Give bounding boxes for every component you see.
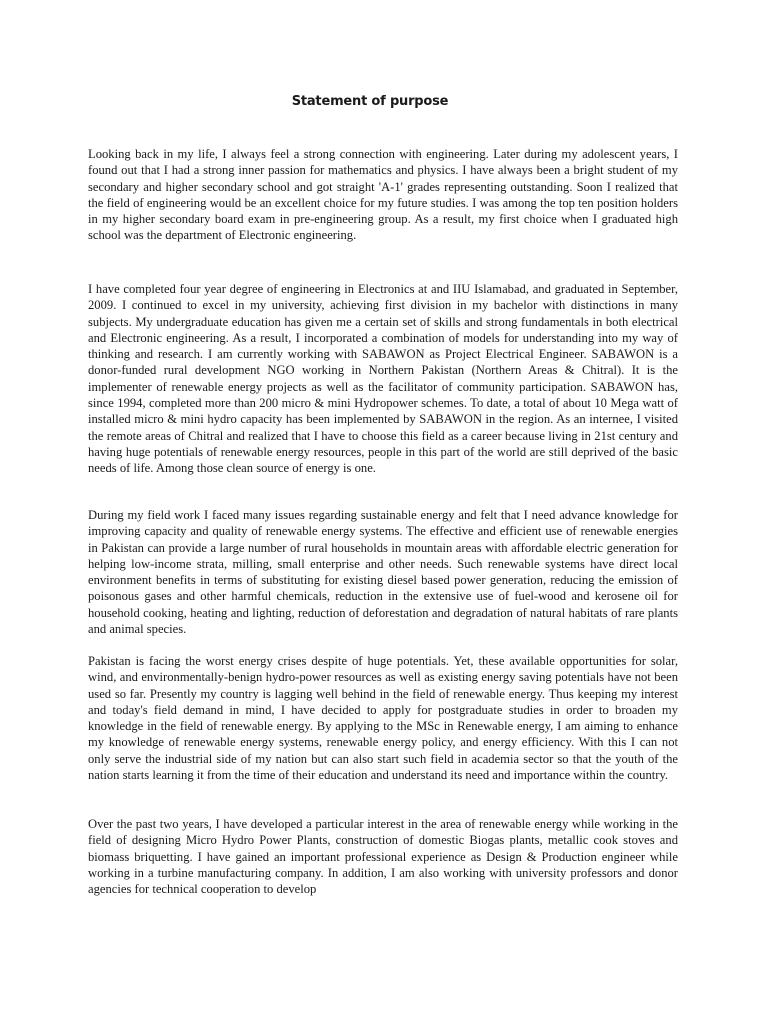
paragraph-field-work: During my field work I faced many issues regarding sustainable energy and felt that I need advance knowledge for improving capacity and quality of renewable energy systems. The effective and efficient use of renewable energies in Pakistan can provide a large number of rural households in mountain areas with affordable electric generation for helping low-income strata, milling, small enterprise and other needs. Such renewable systems have direct local environment benefits in terms of substituting for existing diesel based power generation, reducing the emission of poisonous gases and other harmful chemicals, reduction in the extensive use of fuel-wood and kerosene oil for household cooking, heating and lighting, reduction of deforestation and degradation of natural habitats of rare plants and animal species. (88, 508, 678, 637)
document-title: Statement of purpose (291, 94, 449, 109)
paragraph-background: Looking back in my life, I always feel a strong connection with engineering. Later during my adolescent years, I found out that I had a strong inner passion for mathematics and physics. I have always been a bright student of my secondary and higher secondary school and got straight 'A-1' grades representing outstanding. Soon I realized that the field of engineering would be an excellent choice for my future studies. I was among the top ten position holders in my higher secondary board exam in pre-engineering group. As a result, my first choice when I graduated high school was the department of Electronic engineering. (88, 147, 678, 243)
paragraph-energy-crisis: Pakistan is facing the worst energy crises despite of huge potentials. Yet, these available opportunities for solar, wind, and environmentally-benign hydro-power resources as well as existing energy saving potentials have not been used so far. Presently my country is lagging well behind in the field of renewable energy. Thus keeping my interest and today's field demand in mind, I have decided to apply for postgraduate studies in order to broaden my knowledge in the field of renewable energy. By applying to the MSc in Renewable energy, I am aiming to enhance my knowledge of renewable energy systems, renewable energy policy, and energy efficiency. With this I can not only serve the industrial side of my nation but can also start such field in academia sector so that the youth of the nation starts learning it from the time of their education and understand its need and importance within the country. (88, 654, 678, 783)
paragraph-professional-interest: Over the past two years, I have developed a particular interest in the area of renewable energy while working in the field of designing Micro Hydro Power Plants, construction of domestic Biogas plants, metallic cook stoves and biomass briquetting. I have gained an important professional experience as Design & Production engineer while working in a turbine manufacturing company. In addition, I am also working with university professors and donor agencies for technical cooperation to develop (88, 817, 678, 897)
paragraph-education-experience: I have completed four year degree of engineering in Electronics at and IIU Islamabad, and graduated in September, 2009. I continued to excel in my university, achieving first division in my bachelor with distinctions in many subjects. My undergraduate education has given me a certain set of skills and strong fundamentals in both electrical and Electronic engineering. As a result, I incorporated a combination of models for understanding into my way of thinking and research. I am currently working with SABAWON as Project Electrical Engineer. SABAWON is a donor-funded rural development NGO working in Northern Pakistan (Northern Areas & Chitral). It is the implementer of renewable energy projects as well as the facilitator of community participation. SABAWON has, since 1994, completed more than 200 micro & mini Hydropower schemes. To date, a total of about 10 Mega watt of installed micro & mini hydro capacity has been implemented by SABAWON in the region. As an internee, I visited the remote areas of Chitral and realized that I have to choose this field as a career because living in 21st century and having huge potentials of renewable energy resources, people in this part of the world are still deprived of the basic needs of life. Among those clean source of energy is one. (88, 282, 678, 476)
